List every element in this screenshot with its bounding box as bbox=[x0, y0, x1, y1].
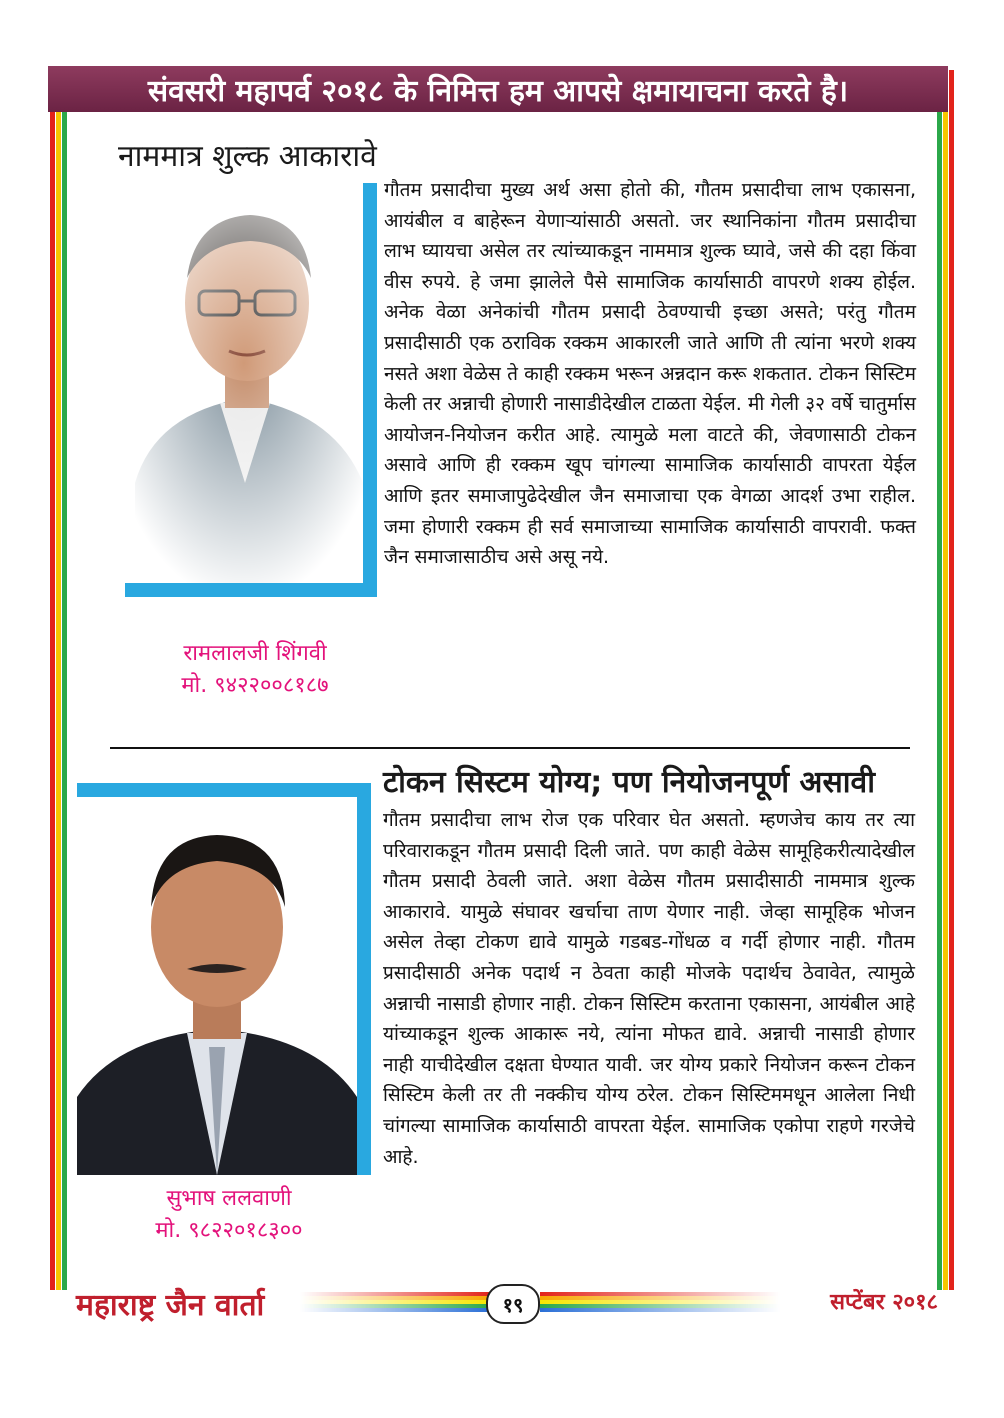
publication-name: महाराष्ट्र जैन वार्ता bbox=[76, 1288, 265, 1323]
article1-author-name: रामलालजी शिंगवी bbox=[183, 641, 327, 666]
issue-date: सप्टेंबर २०१८ bbox=[830, 1290, 938, 1315]
right-stripe-green bbox=[937, 70, 942, 1290]
portrait-man-with-glasses bbox=[125, 183, 363, 583]
article2-body: गौतम प्रसादीचा लाभ रोज एक परिवार घेत असतो. म्हणजेच काय तर त्या परिवाराकडून गौतम प्रसादी दिली जाते. पण काही वेळेस सामूहिकरीत्यादेखील गौतम प्रसादी ठेवली जाते. अशा वेळेस गौतम प्रसादीसाठी नाममात्र शुल्क आकारावे. यामुळे संघावर खर्चाचा ताण येणार नाही. जेव्हा सामूहिक भोजन असेल तेव्हा टोकण द्यावे यामुळे गडबड-गोंधळ व गर्दी होणार नाही. गौतम प्रसादीसाठी अनेक पदार्थ न ठेवता काही मोजके पदार्थच ठेवावेत, त्यामुळे अन्नाची नासाडी होणार नाही. टोकन सिस्टिम करताना एकासना, आयंबील आहे यांच्याकडून शुल्क आकारू नये, त्यांना मोफत द्यावे. अन्नाची नासाडी होणार नाही याचीदेखील दक्षता घेण्यात यावी. जर योग्य प्रकारे नियोजन करून टोकन सिस्टिम केली तर ती नक्कीच योग्य ठरेल. टोकन सिस्टिममधून आलेला निधी चांगल्या सामाजिक कार्यासाठी वापरता येईल. सामाजिक एकोपा राहणे गरजेचे आहे. bbox=[383, 809, 915, 1168]
article2-author-phone: मो. ९८२२०१८३०० bbox=[155, 1218, 303, 1243]
banner-text: संवसरी महापर्व २०१८ के निमित्त हम आपसे क्षमायाचना करते है। bbox=[147, 73, 849, 109]
article2-author bbox=[84, 1183, 374, 1247]
right-stripe-red bbox=[949, 70, 954, 1290]
article2-photo bbox=[77, 783, 371, 1175]
article1-title: नाममात्र शुल्क आकारावे bbox=[118, 139, 377, 174]
header-banner bbox=[48, 66, 948, 112]
left-stripe-red bbox=[50, 70, 55, 1290]
left-stripe-yellow bbox=[56, 70, 61, 1290]
footer-rainbow-right bbox=[540, 1292, 780, 1312]
article1-author-phone: मो. ९४२२००८१८७ bbox=[181, 673, 329, 698]
article1-body: गौतम प्रसादीचा मुख्य अर्थ असा होतो की, गौतम प्रसादीचा लाभ एकासना, आयंबील व बाहेरून येणाऱ्यांसाठी असतो. जर स्थानिकांना गौतम प्रसादीचा लाभ घ्यायचा असेल तर त्यांच्याकडून नाममात्र शुल्क घ्यावे, जसे की दहा किंवा वीस रुपये. हे जमा झालेले पैसे सामाजिक कार्यासाठी वापरणे शक्य होईल. अनेक वेळा अनेकांची गौतम प्रसादी ठेवण्याची इच्छा असते; परंतु गौतम प्रसादीसाठी एक ठराविक रक्कम आकारली जाते आणि ती त्यांना भरणे शक्य नसते अशा वेळेस ते काही रक्कम भरून अन्नदान करू शकतात. टोकन सिस्टिम केली तर अन्नाची होणारी नासाडीदेखील टाळता येईल. मी गेली ३२ वर्षे चातुर्मास आयोजन-नियोजन करीत आहे. त्यामुळे मला वाटते की, जेवणासाठी टोकन असावे आणि ही रक्कम खूप चांगल्या सामाजिक कार्यासाठी वापरता येईल आणि इतर समाजापुढेदेखील जैन समाजाचा एक वेगळा आदर्श उभा राहील. जमा होणारी रक्कम ही सर्व समाजाच्या सामाजिक कार्यासाठी वापरावी. फक्त जैन समाजासाठीच असे असू नये. bbox=[384, 179, 916, 569]
article2-title: टोकन सिस्टम योग्य; पण नियोजनपूर्ण असावी bbox=[383, 765, 875, 800]
left-stripe-green bbox=[62, 70, 67, 1290]
right-stripe-yellow bbox=[943, 70, 948, 1290]
article1-author bbox=[130, 638, 380, 702]
page-number bbox=[486, 1284, 540, 1324]
article2-author-name: सुभाष ललवाणी bbox=[166, 1186, 292, 1211]
page-number-text: १९ bbox=[502, 1292, 524, 1317]
section-divider bbox=[110, 747, 910, 749]
article1-photo bbox=[125, 183, 377, 597]
portrait-man-in-suit bbox=[77, 797, 357, 1175]
footer-rainbow-left bbox=[300, 1292, 490, 1312]
